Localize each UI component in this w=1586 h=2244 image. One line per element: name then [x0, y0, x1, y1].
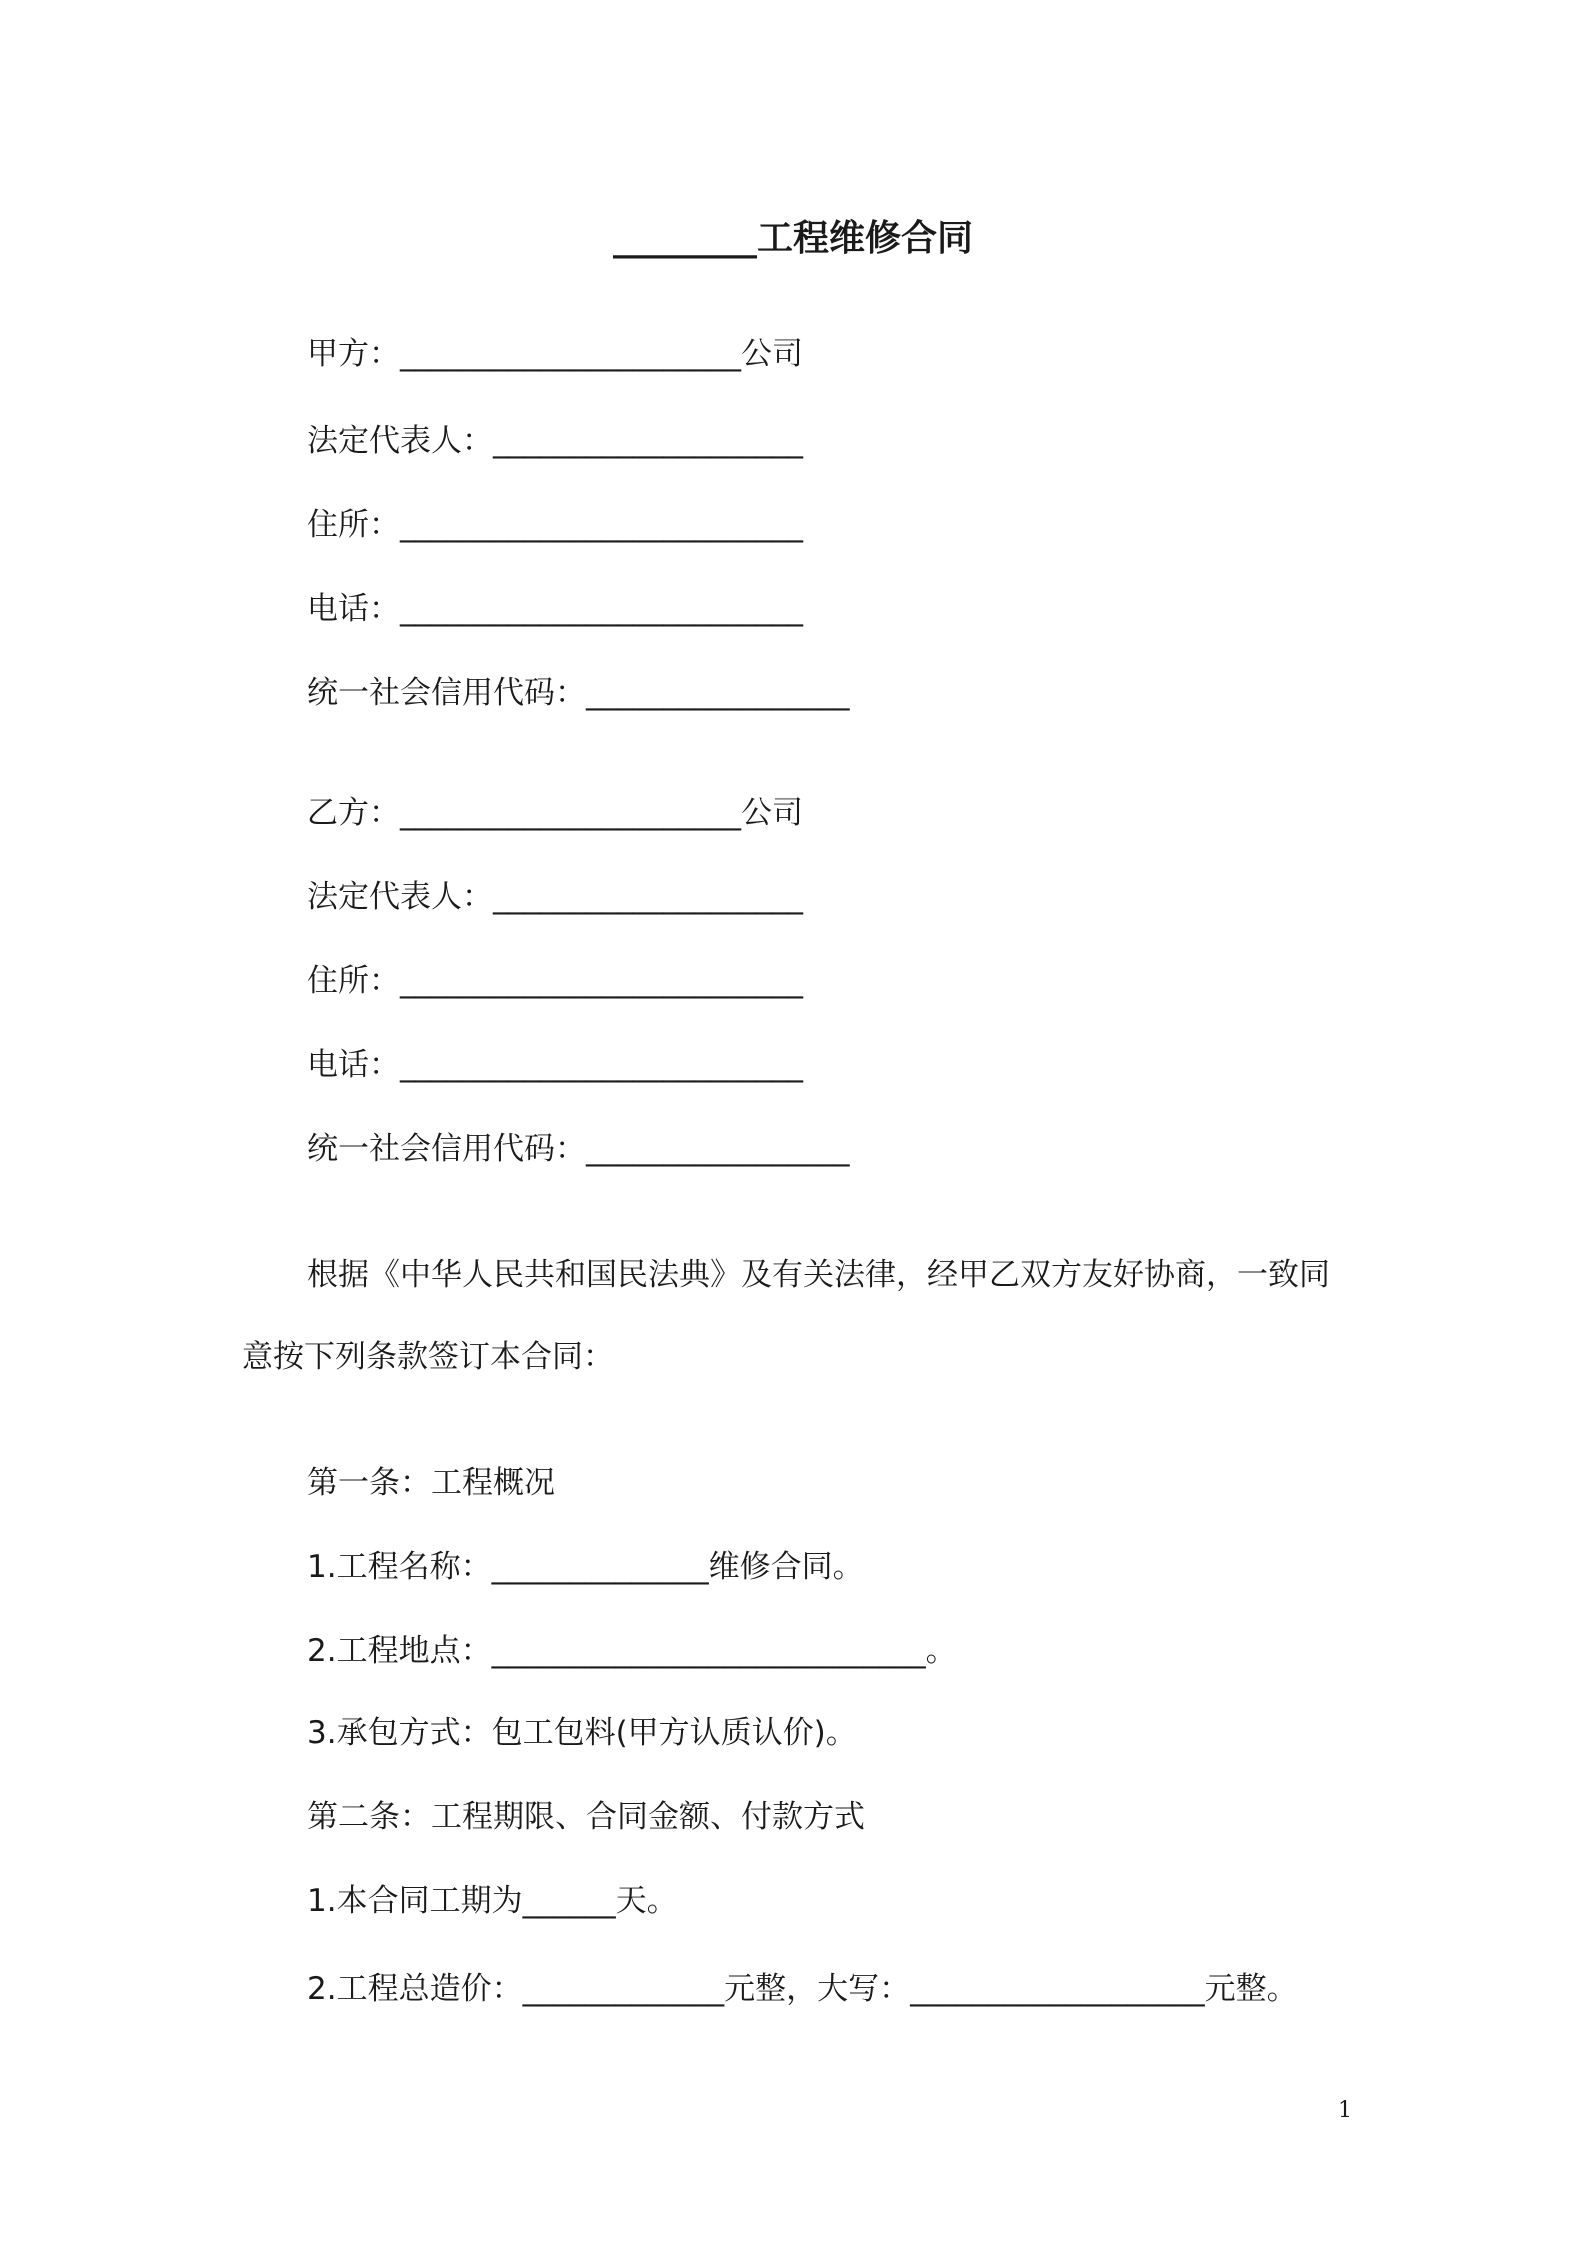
- party-b-address: 住所：__________________________: [307, 963, 803, 999]
- party-b-phone: 电话：__________________________: [307, 1047, 803, 1083]
- party-a-address: 住所：__________________________: [307, 507, 803, 543]
- page-number: 1: [1338, 2098, 1352, 2123]
- article-2-heading: 第二条：工程期限、合同金额、付款方式: [307, 1799, 865, 1835]
- article-1-item-2: 2.工程地点：____________________________。: [307, 1633, 957, 1669]
- intro-paragraph-line-2: 意按下列条款签订本合同：: [242, 1339, 614, 1375]
- party-b-credit-code: 统一社会信用代码：_________________: [307, 1131, 850, 1167]
- party-a-credit-code: 统一社会信用代码：_________________: [307, 675, 850, 711]
- article-1-heading: 第一条：工程概况: [307, 1465, 555, 1501]
- party-a-phone: 电话：__________________________: [307, 591, 803, 627]
- article-2-item-1: 1.本合同工期为______天。: [307, 1883, 678, 1919]
- party-b-representative: 法定代表人：____________________: [307, 879, 803, 915]
- article-1-item-3: 3.承包方式：包工包料(甲方认质认价)。: [307, 1715, 857, 1751]
- article-2-item-2: 2.工程总造价：_____________元整，大写：___________________元整。: [307, 1971, 1298, 2007]
- party-b-name: 乙方：______________________公司: [307, 795, 803, 831]
- party-a-name: 甲方：______________________公司: [307, 336, 803, 372]
- intro-paragraph-line-1: 根据《中华人民共和国民法典》及有关法律，经甲乙双方友好协商，一致同: [307, 1257, 1330, 1293]
- article-1-item-1: 1.工程名称：______________维修合同。: [307, 1549, 864, 1585]
- party-a-representative: 法定代表人：____________________: [307, 423, 803, 459]
- document-title: ________工程维修合同: [612, 218, 973, 259]
